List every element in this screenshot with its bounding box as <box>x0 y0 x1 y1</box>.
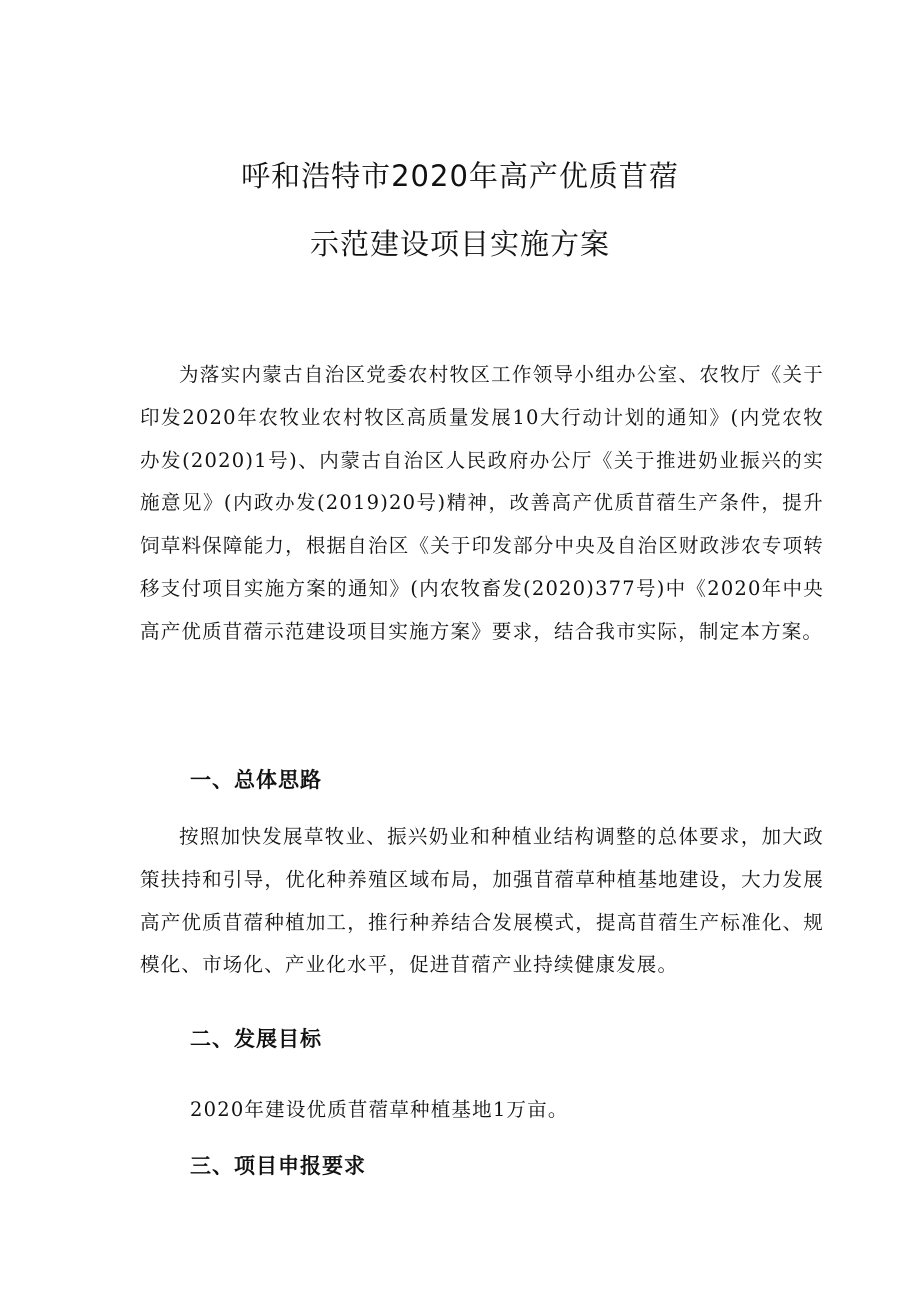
section-heading-development-goal: 二、发展目标 <box>190 1027 322 1051</box>
document-title-line-1: 呼和浩特市2020年高产优质苜蓿 <box>241 159 679 193</box>
intro-paragraph: 为落实内蒙古自治区党委农村牧区工作领导小组办公室、农牧厅《关于印发2020年农牧业农村牧区高质量发展10大行动计划的通知》(内党农牧办发(2020)1号)、内蒙古自治区人民政府办公厅《关于推进奶业振兴的实施意见》(内政办发(2019)20号)精神，改善高产优质苜蓿生产条件，提升饲草料保障能力，根据自治区《关于印发部分中央及自治区财政涉农专项转移支付项目实施方案的通知》(内农牧畜发(2020)377号)中《2020年中央高产优质苜蓿示范建设项目实施方案》要求，结合我市实际，制定本方案。 <box>140 363 824 643</box>
section-heading-application-requirements: 三、项目申报要求 <box>190 1154 366 1178</box>
document-title-line-2: 示范建设项目实施方案 <box>309 227 610 261</box>
section-heading-overall-approach: 一、总体思路 <box>190 768 322 792</box>
development-goal-text: 2020年建设优质苜蓿草种植基地1万亩。 <box>190 1098 569 1121</box>
overall-approach-paragraph: 按照加快发展草牧业、振兴奶业和种植业结构调整的总体要求，加大政策扶持和引导，优化种养殖区域布局，加强苜蓿草种植基地建设，大力发展高产优质苜蓿种植加工，推行种养结合发展模式，提高苜蓿生产标准化、规模化、市场化、产业化水平，促进苜蓿产业持续健康发展。 <box>140 825 824 977</box>
